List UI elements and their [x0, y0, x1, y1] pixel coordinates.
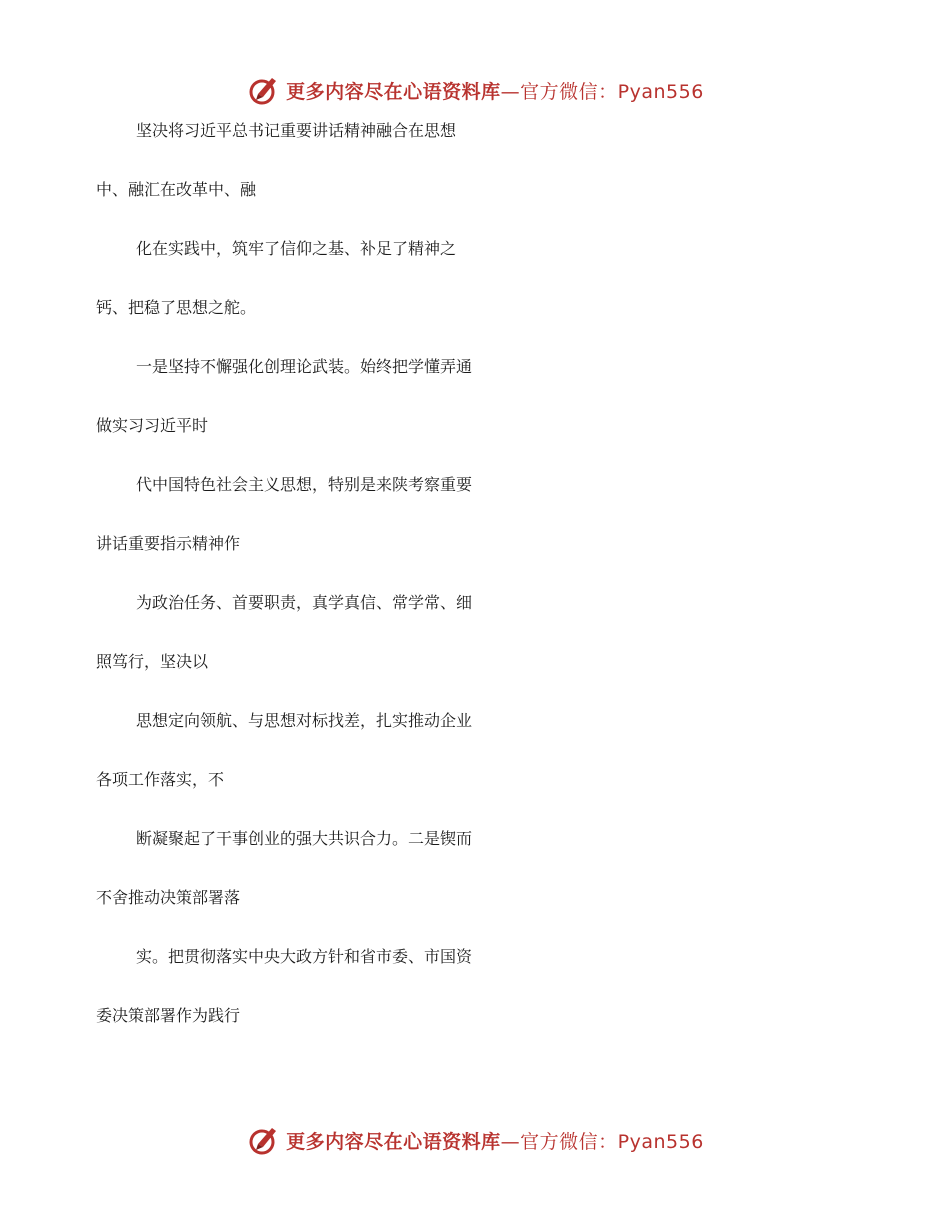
leaf-pen-logo-icon: [246, 1122, 282, 1158]
text-line: 为政治任务、首要职责，真学真信、常学常、细: [136, 593, 473, 612]
document-body: [96, 118, 856, 1062]
watermark-suffix: —官方微信：Pyan556: [500, 1130, 704, 1153]
watermark-brand: 更多内容尽在心语资料库: [286, 80, 501, 103]
text-line: 中、融汇在改革中、融: [96, 180, 257, 199]
text-line: 坚决将习近平总书记重要讲话精神融合在思想: [136, 121, 457, 140]
watermark-text: [286, 1127, 704, 1154]
text-line: 化在实践中，筑牢了信仰之基、补足了精神之: [136, 239, 457, 258]
text-line: 照笃行，坚决以: [96, 652, 209, 671]
text-line: 不舍推动决策部署落: [96, 888, 241, 907]
text-line: 讲话重要指示精神作: [96, 534, 241, 553]
text-line: 断凝聚起了干事创业的强大共识合力。二是锲而: [136, 829, 473, 848]
text-line: 实。把贯彻落实中央大政方针和省市委、市国资: [136, 947, 473, 966]
text-line: 代中国特色社会主义思想，特别是来陕考察重要: [136, 475, 473, 494]
text-line: 一是坚持不懈强化创理论武装。始终把学懂弄通: [136, 357, 473, 376]
text-line: 各项工作落实，不: [96, 770, 225, 789]
footer-watermark: [0, 1120, 950, 1160]
text-line: 思想定向领航、与思想对标找差，扎实推动企业: [136, 711, 473, 730]
watermark-text: [286, 77, 704, 104]
leaf-pen-logo-icon: [246, 72, 282, 108]
watermark-brand: 更多内容尽在心语资料库: [286, 1130, 501, 1153]
text-line: 钙、把稳了思想之舵。: [96, 298, 257, 317]
text-line: 做实习习近平时: [96, 416, 209, 435]
watermark-suffix: —官方微信：Pyan556: [500, 80, 704, 103]
text-line: 委决策部署作为践行: [96, 1006, 241, 1025]
header-watermark: [0, 70, 950, 110]
